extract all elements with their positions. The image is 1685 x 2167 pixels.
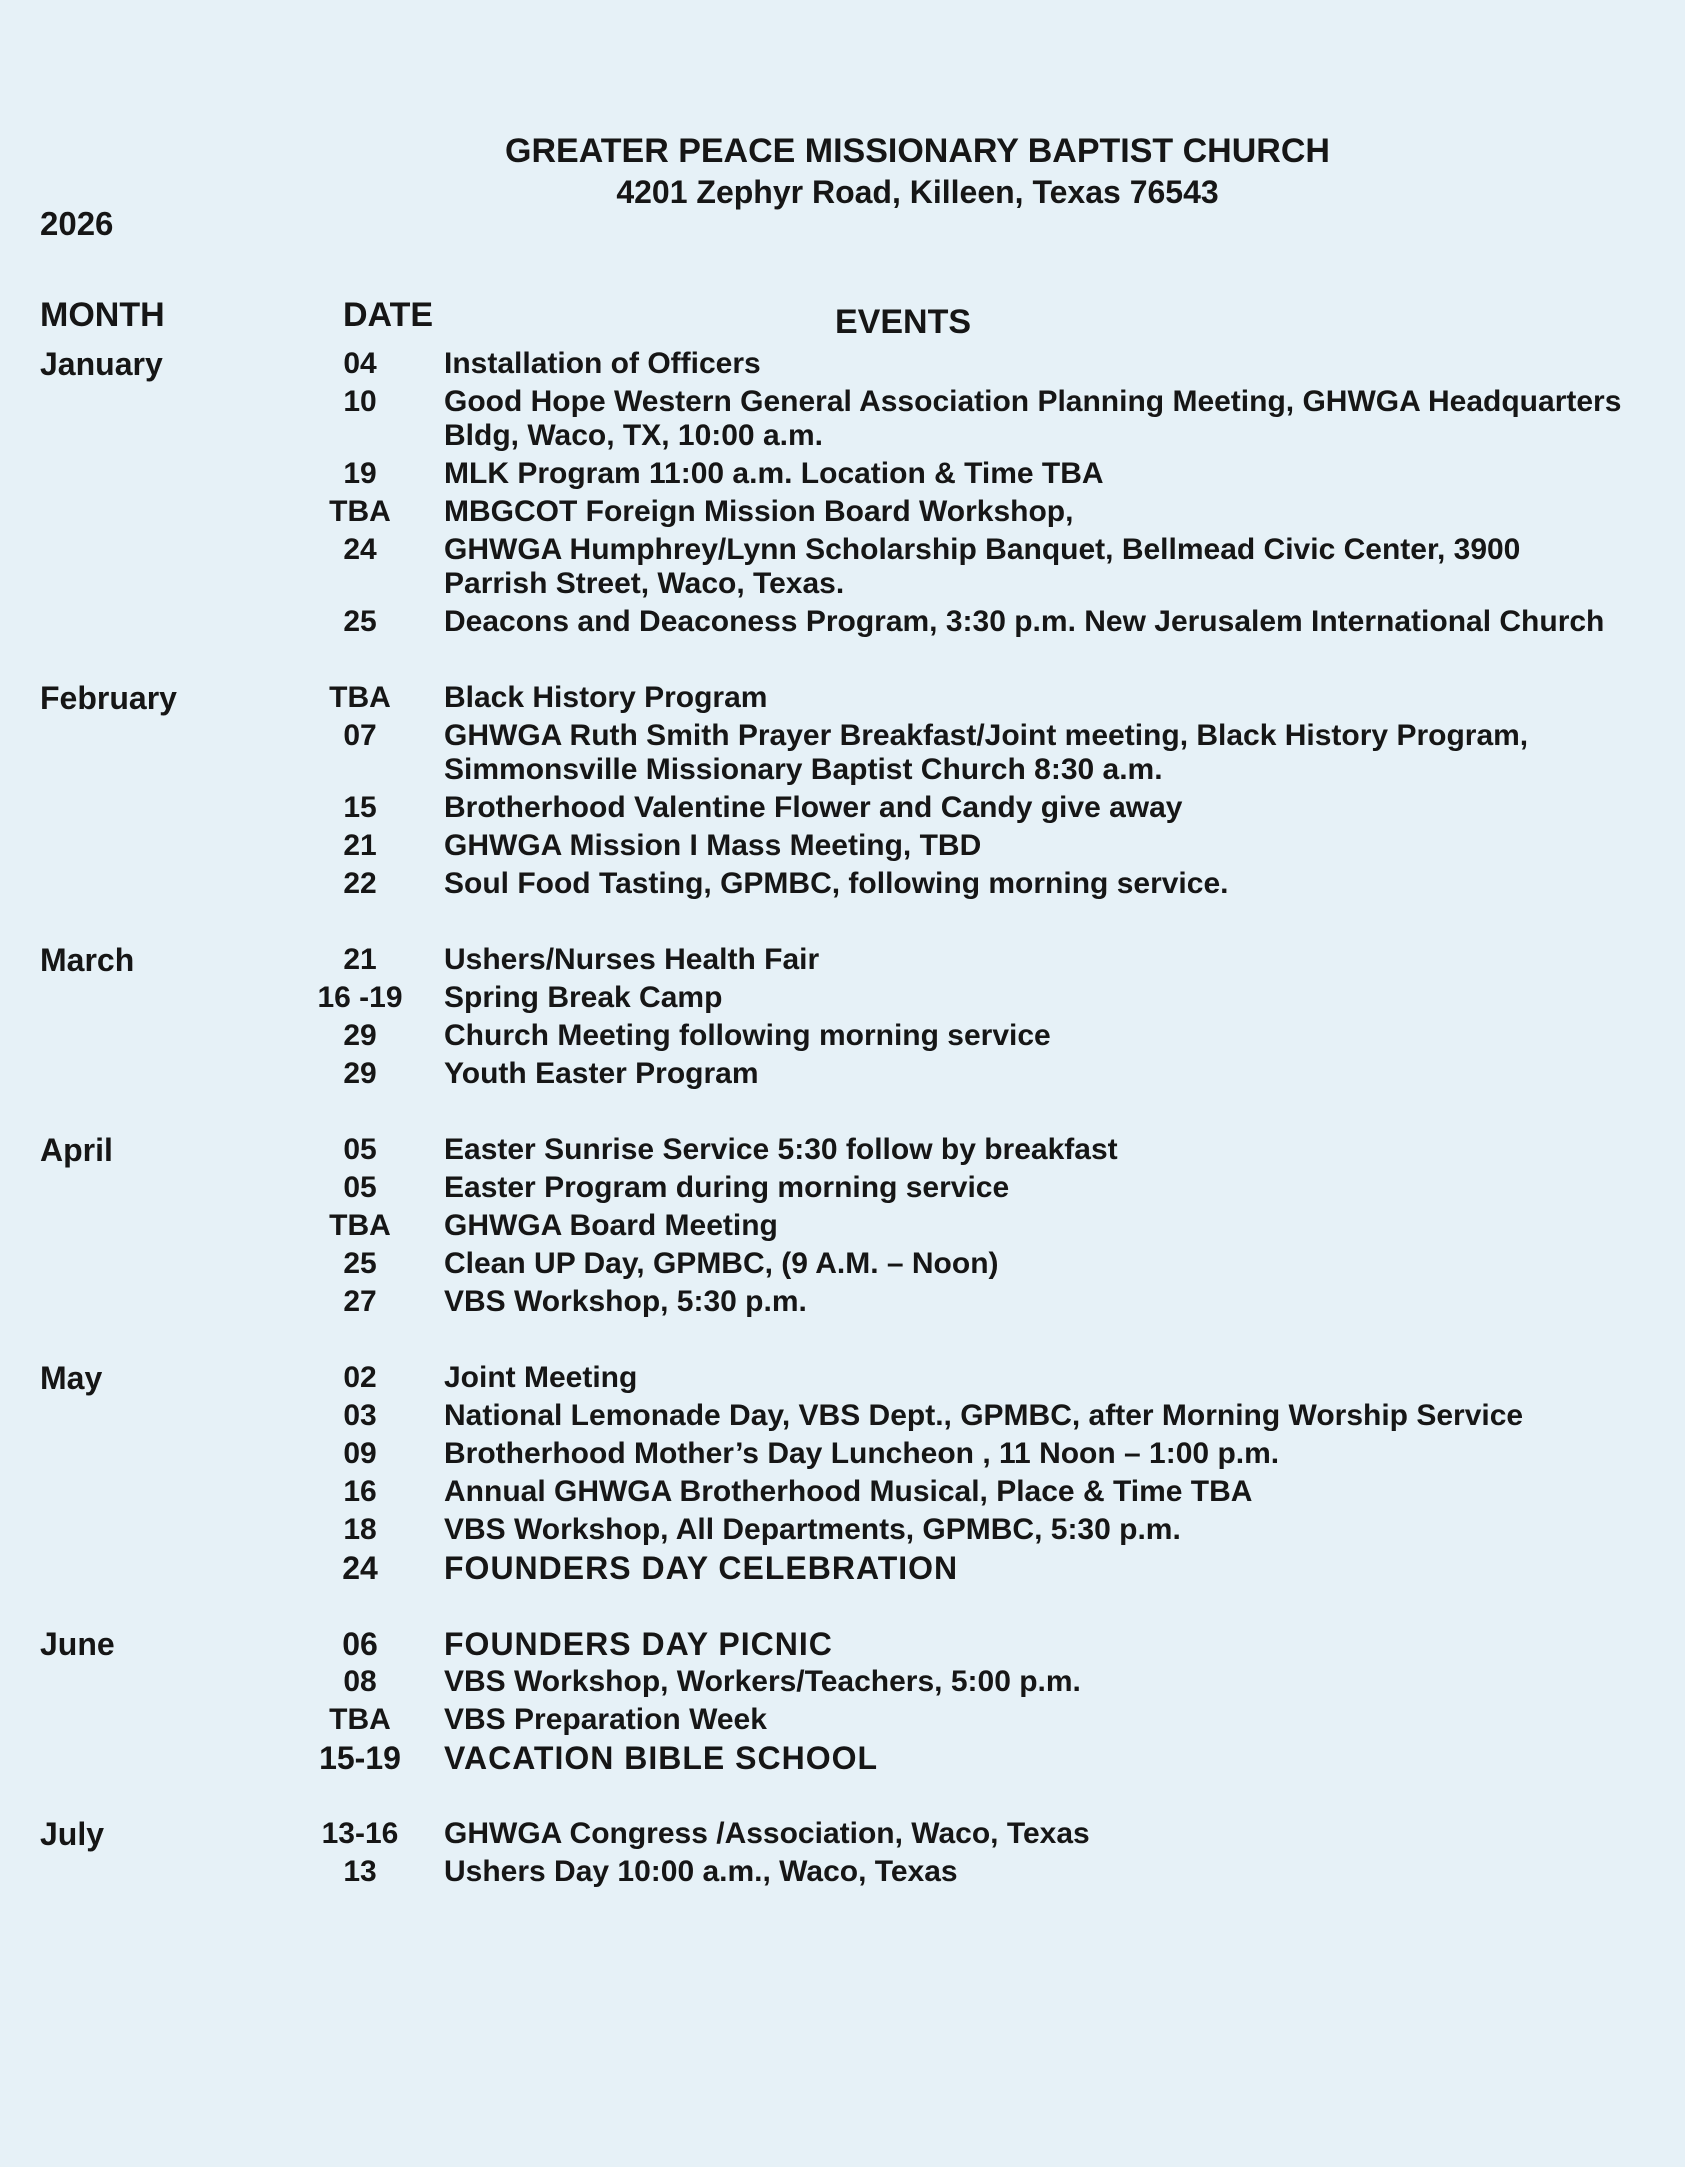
month-label: May [40,1360,103,1396]
event-row [0,1245,1685,1283]
event-description: MLK Program 11:00 a.m. Location & Time TBA [444,457,1104,490]
event-description: Brotherhood Valentine Flower and Candy give away [444,791,1183,824]
event-row [0,1435,1685,1473]
event-date: 25 [343,1247,377,1280]
event-row [0,455,1685,493]
event-row [0,941,1685,979]
event-description: GHWGA Ruth Smith Prayer Breakfast/Joint meeting, Black History Program, Simmonsville Missionary Baptist Church 8:30 a.m. [444,719,1529,786]
event-date: 05 [343,1133,377,1166]
event-date: 13-16 [321,1817,399,1850]
event-date: 06 [342,1626,378,1662]
month-section [0,1131,1685,1321]
event-date: TBA [329,1209,391,1242]
event-row [0,1511,1685,1549]
month-label: June [40,1626,115,1662]
event-row [0,1055,1685,1093]
event-date: 18 [343,1513,377,1546]
event-row [0,1283,1685,1321]
event-row [0,493,1685,531]
event-row [0,1815,1685,1853]
event-description: Black History Program [444,681,768,714]
event-date: 16 -19 [317,981,403,1014]
event-row [0,1359,1685,1397]
event-row [0,1549,1685,1587]
event-date: 16 [343,1475,377,1508]
event-row [0,1207,1685,1245]
event-description: Brotherhood Mother’s Day Luncheon , 11 Noon – 1:00 p.m. [444,1437,1280,1470]
event-date: 05 [343,1171,377,1204]
event-date: 15-19 [319,1740,401,1776]
event-row [0,789,1685,827]
event-date: TBA [329,681,391,714]
column-header-date: DATE [343,296,434,334]
event-date: 15 [343,791,377,824]
event-description: Church Meeting following morning service [444,1019,1051,1052]
event-description: Spring Break Camp [444,981,723,1014]
month-section [0,1815,1685,1891]
event-description: FOUNDERS DAY PICNIC [444,1626,833,1662]
event-row [0,1701,1685,1739]
event-row [0,1473,1685,1511]
event-description: GHWGA Humphrey/Lynn Scholarship Banquet, Bellmead Civic Center, 3900 Parrish Street, Waco, Texas. [444,533,1521,600]
event-row [0,1397,1685,1435]
event-description: Ushers Day 10:00 a.m., Waco, Texas [444,1855,958,1888]
church-address: 4201 Zephyr Road, Killeen, Texas 76543 [616,174,1219,210]
event-date: 21 [343,829,377,862]
event-date: 08 [343,1665,377,1698]
column-header-events: EVENTS [835,303,972,341]
month-section [0,679,1685,903]
event-row [0,345,1685,383]
event-row [0,531,1685,603]
event-date: 24 [343,533,377,566]
event-date: 21 [343,943,377,976]
church-name: GREATER PEACE MISSIONARY BAPTIST CHURCH [505,132,1330,170]
month-section [0,1359,1685,1587]
month-label: April [40,1132,113,1168]
event-date: 13 [343,1855,377,1888]
event-date: 09 [343,1437,377,1470]
event-row [0,1739,1685,1777]
event-date: 19 [343,457,377,490]
event-row [0,603,1685,641]
event-description: Soul Food Tasting, GPMBC, following morning service. [444,867,1229,900]
event-description: GHWGA Congress /Association, Waco, Texas [444,1817,1090,1850]
event-row [0,1169,1685,1207]
event-date: 04 [343,347,377,380]
event-description: GHWGA Mission I Mass Meeting, TBD [444,829,982,862]
month-label: July [40,1816,105,1852]
event-row [0,717,1685,789]
event-date: 25 [343,605,377,638]
event-description: Annual GHWGA Brotherhood Musical, Place & Time TBA [444,1475,1253,1508]
event-date: 07 [343,719,377,752]
event-description: VBS Preparation Week [444,1703,767,1736]
event-description: Good Hope Western General Association Planning Meeting, GHWGA Headquarters Bldg, Waco, TX, 10:00 a.m. [444,385,1622,452]
event-description: MBGCOT Foreign Mission Board Workshop, [444,495,1074,528]
event-description: VBS Workshop, Workers/Teachers, 5:00 p.m. [444,1665,1081,1698]
event-date: 29 [343,1057,377,1090]
column-header-month: MONTH [40,296,165,334]
event-description: Clean UP Day, GPMBC, (9 A.M. – Noon) [444,1247,999,1280]
event-description: VBS Workshop, 5:30 p.m. [444,1285,807,1318]
event-description: Deacons and Deaconess Program, 3:30 p.m. New Jerusalem International Church [444,605,1605,638]
event-description: VBS Workshop, All Departments, GPMBC, 5:30 p.m. [444,1513,1181,1546]
event-row [0,1853,1685,1891]
event-row [0,1017,1685,1055]
event-description: FOUNDERS DAY CELEBRATION [444,1550,959,1586]
event-description: VACATION BIBLE SCHOOL [444,1740,879,1776]
month-label: February [40,680,177,716]
event-description: Installation of Officers [444,347,761,380]
event-date: 27 [343,1285,377,1318]
event-row [0,1663,1685,1701]
event-description: Youth Easter Program [444,1057,759,1090]
event-description: Joint Meeting [444,1361,638,1394]
month-section [0,941,1685,1093]
event-description: Easter Sunrise Service 5:30 follow by breakfast [444,1133,1118,1166]
event-date: 24 [342,1550,378,1586]
event-row [0,1625,1685,1663]
event-row [0,679,1685,717]
month-section [0,345,1685,641]
month-label: January [40,346,163,382]
month-section [0,1625,1685,1777]
event-description: National Lemonade Day, VBS Dept., GPMBC, after Morning Worship Service [444,1399,1524,1432]
event-date: TBA [329,1703,391,1736]
events-table [0,345,1685,1929]
event-date: 10 [343,385,377,418]
year-label: 2026 [40,205,114,242]
event-date: 02 [343,1361,377,1394]
event-row [0,979,1685,1017]
event-row [0,865,1685,903]
event-description: GHWGA Board Meeting [444,1209,778,1242]
event-description: Easter Program during morning service [444,1171,1010,1204]
letterhead [0,130,1685,212]
month-label: March [40,942,135,978]
event-date: TBA [329,495,391,528]
event-date: 22 [343,867,377,900]
event-row [0,827,1685,865]
event-row [0,383,1685,455]
event-date: 29 [343,1019,377,1052]
event-description: Ushers/Nurses Health Fair [444,943,820,976]
event-row [0,1131,1685,1169]
event-date: 03 [343,1399,377,1432]
